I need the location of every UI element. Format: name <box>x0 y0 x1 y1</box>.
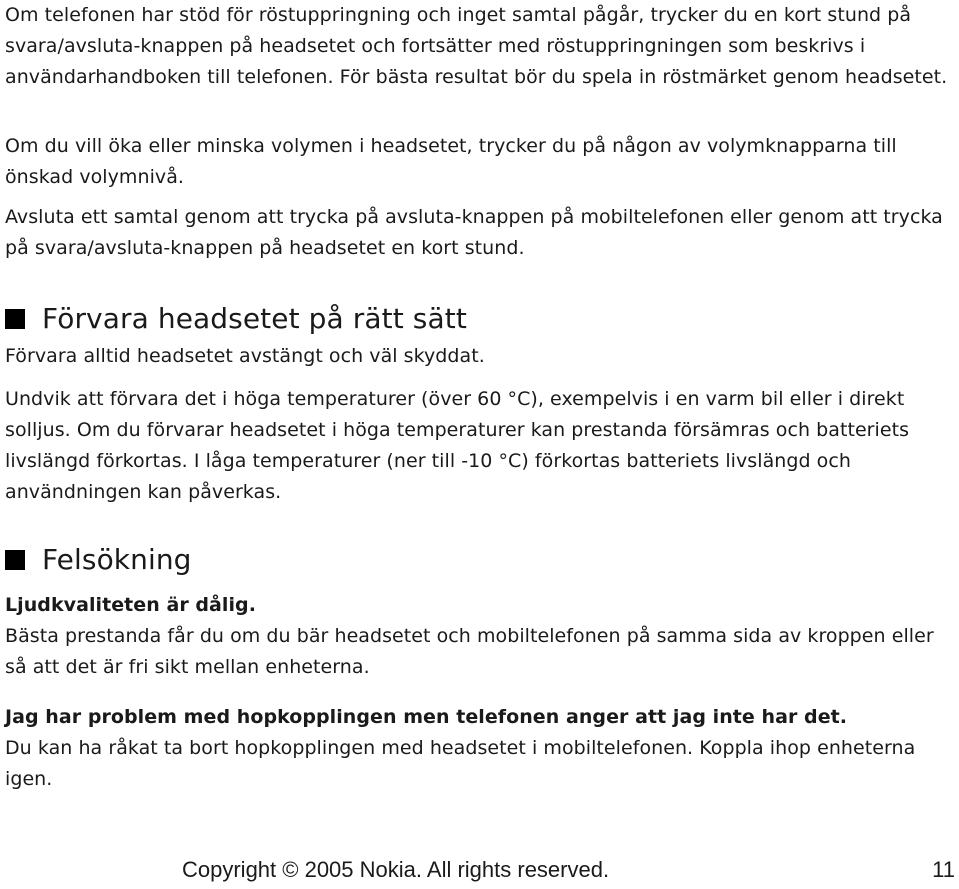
page-number: 11 <box>932 857 955 882</box>
answer-sound-quality: Bästa prestanda får du om du bär headsetet och mobiltelefonen på samma sida av kroppen eller så att det är fri sikt mellan enheterna. <box>5 625 934 678</box>
storage-paragraph-1-block <box>5 341 950 372</box>
storage-paragraph-2: Undvik att förvara det i höga temperaturer (över 60 °C), exempelvis i en varm bil eller i direkt solljus. Om du förvarar headsetet i höga temperaturer kan prestanda försämras och batteriets livslängd förkortas. I låga temperaturer (ner till -10 °C) förkortas batteriets livslängd och användningen kan påverkas. <box>5 388 910 503</box>
question-pairing: Jag har problem med hopkopplingen men telefonen anger att jag inte har det. <box>5 706 848 728</box>
troubleshooting-heading-text: Felsökning <box>42 543 192 576</box>
storage-paragraph-2-block <box>5 384 950 508</box>
copyright-text: Copyright © 2005 Nokia. All rights reserved. <box>182 857 610 882</box>
bullet-square-icon <box>5 309 25 329</box>
volume-section <box>5 131 950 193</box>
troubleshooting-heading <box>5 540 192 580</box>
pairing-problem-block <box>5 702 950 795</box>
volume-paragraph: Om du vill öka eller minska volymen i headsetet, trycker du på någon av volymknapparna till önskad volymnivå. <box>5 135 897 188</box>
intro-section <box>5 0 950 93</box>
answer-pairing: Du kan ha råkat ta bort hopkopplingen med headsetet i mobiltelefonen. Koppla ihop enheterna igen. <box>5 737 916 790</box>
voice-dialing-paragraph: Om telefonen har stöd för röstuppringning och inget samtal pågår, trycker du en kort stund på svara/avsluta-knappen på headsetet och fortsätter med röstuppringningen som beskrivs i användarhandboken till telefonen. För bästa resultat bör du spela in röstmärket genom headsetet. <box>5 4 948 88</box>
storage-heading <box>5 299 467 339</box>
storage-heading-text: Förvara headsetet på rätt sätt <box>42 302 467 335</box>
page-footer <box>5 852 955 888</box>
question-sound-quality: Ljudkvaliteten är dålig. <box>5 594 256 616</box>
storage-paragraph-1: Förvara alltid headsetet avstängt och väl skyddat. <box>5 345 485 367</box>
sound-quality-block <box>5 590 950 683</box>
end-call-section <box>5 202 950 264</box>
document-page <box>5 0 955 889</box>
bullet-square-icon <box>5 550 25 570</box>
end-call-paragraph: Avsluta ett samtal genom att trycka på avsluta-knappen på mobiltelefonen eller genom att trycka på svara/avsluta-knappen på headsetet en kort stund. <box>5 206 943 259</box>
